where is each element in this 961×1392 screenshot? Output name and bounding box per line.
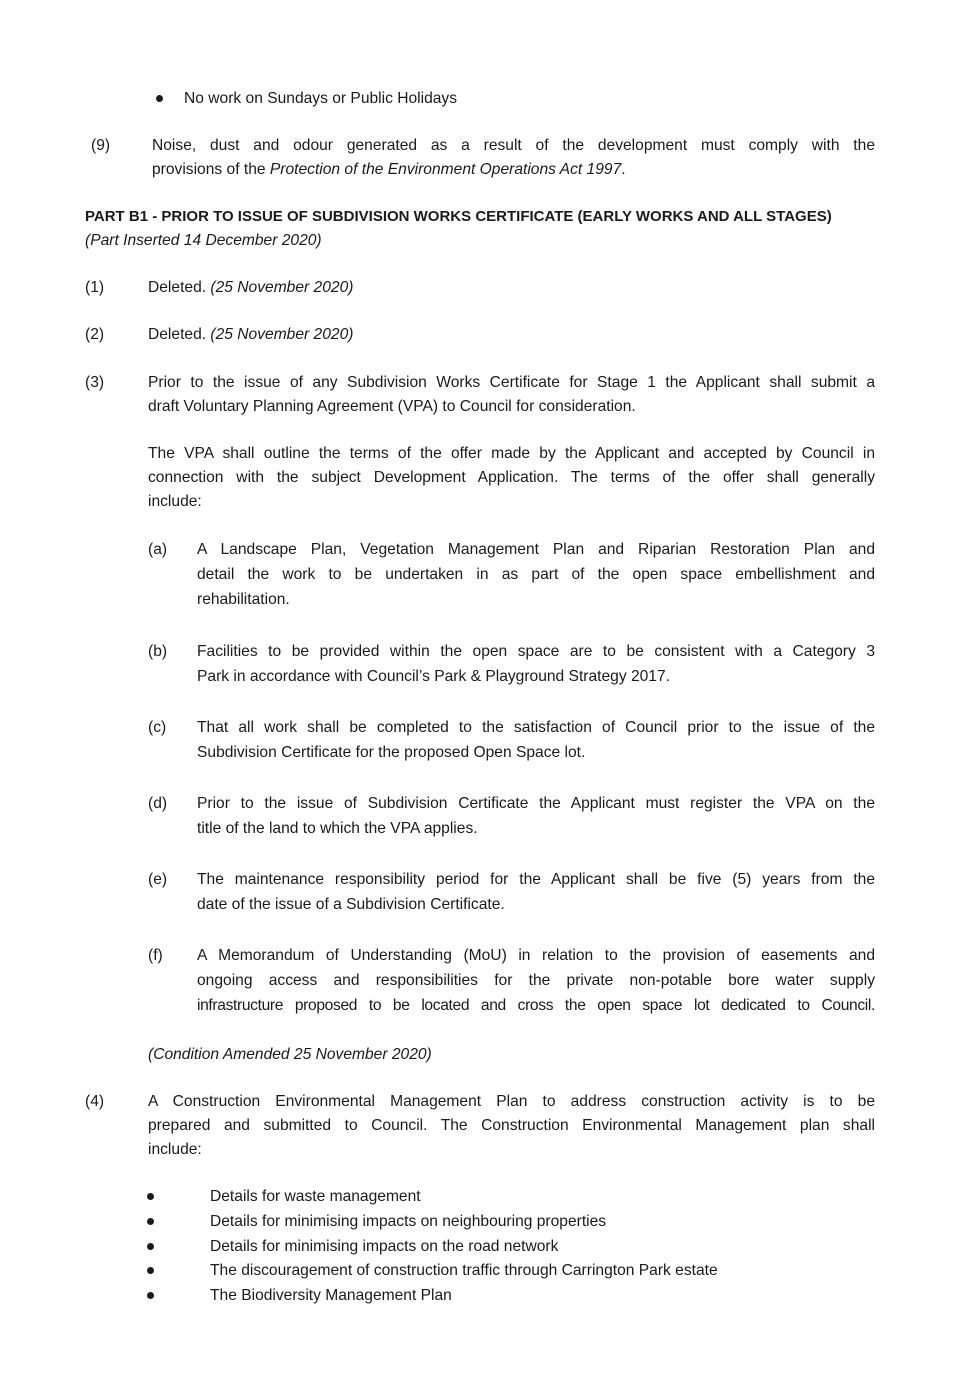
bullet-item: The Biodiversity Management Plan [210, 1287, 452, 1304]
item-f-label: (f) [148, 947, 163, 964]
condition-9-line2-pre: provisions of the [152, 161, 270, 178]
condition-9-line2-post: . [621, 161, 626, 178]
top-bullet-text: No work on Sundays or Public Holidays [184, 90, 458, 107]
item-c-line2: Subdivision Certificate for the proposed Open Space lot. [197, 744, 586, 761]
condition-2-deleted: Deleted. [148, 326, 211, 343]
item-a-line1: A Landscape Plan, Vegetation Management Plan and Riparian Restoration Plan and [197, 541, 875, 558]
condition-3-p2-line3: include: [148, 493, 202, 510]
item-a-line2: detail the work to be undertaken in as part of the open space embellishment and [197, 566, 875, 583]
condition-2-number: (2) [85, 326, 105, 343]
condition-2-note: (25 November 2020) [210, 326, 354, 343]
condition-4-line3: include: [148, 1141, 202, 1158]
bullet-dot [147, 1267, 154, 1274]
item-f-line1: A Memorandum of Understanding (MoU) in relation to the provision of easements and [197, 947, 875, 964]
item-b-line2: Park in accordance with Council’s Park & Playground Strategy 2017. [197, 668, 670, 685]
condition-4-line2: prepared and submitted to Council. The Construction Environmental Management plan shall [148, 1117, 875, 1134]
condition-4-number: (4) [85, 1093, 105, 1110]
condition-2-text [148, 323, 353, 347]
bullet-item: The discouragement of construction traffic through Carrington Park estate [210, 1262, 718, 1279]
condition-3-p1-line1: Prior to the issue of any Subdivision Works Certificate for Stage 1 the Applicant shall submit a [148, 374, 875, 391]
condition-3-p2-line2: connection with the subject Development Application. The terms of the offer shall generally [148, 469, 875, 486]
item-f-line2: ongoing access and responsibilities for the private non-potable bore water supply [197, 972, 875, 989]
condition-1-text [148, 276, 353, 300]
item-a-line3: rehabilitation. [197, 591, 290, 608]
condition-9-line1: Noise, dust and odour generated as a result of the development must comply with the [152, 137, 875, 154]
condition-1-note: (25 November 2020) [210, 279, 354, 296]
bullet-item: Details for waste management [210, 1188, 421, 1205]
bullet-item: Details for minimising impacts on the road network [210, 1238, 559, 1255]
item-e-line2: date of the issue of a Subdivision Certificate. [197, 896, 505, 913]
item-d-line2: title of the land to which the VPA applies. [197, 820, 478, 837]
condition-3-p1-line2: draft Voluntary Planning Agreement (VPA) to Council for consideration. [148, 398, 636, 415]
bullet-dot [147, 1193, 154, 1200]
part-subheading: (Part Inserted 14 December 2020) [85, 232, 322, 249]
item-e-line1: The maintenance responsibility period for the Applicant shall be five (5) years from the [197, 871, 875, 888]
bullet-dot [147, 1218, 154, 1225]
part-heading: PART B1 - PRIOR TO ISSUE OF SUBDIVISION WORKS CERTIFICATE (EARLY WORKS AND ALL STAGES) [85, 208, 832, 225]
bullet-dot [156, 95, 163, 102]
condition-1-deleted: Deleted. [148, 279, 211, 296]
condition-9-number: (9) [91, 137, 111, 154]
condition-3-number: (3) [85, 374, 105, 391]
act-name: Protection of the Environment Operations Act 1997 [269, 161, 622, 178]
condition-3-p2-line1: The VPA shall outline the terms of the offer made by the Applicant and accepted by Council in [148, 445, 875, 462]
bullet-item: Details for minimising impacts on neighbouring properties [210, 1213, 607, 1230]
item-b-line1: Facilities to be provided within the open space are to be consistent with a Category 3 [197, 643, 875, 660]
bullet-dot [147, 1292, 154, 1299]
item-d-label: (d) [148, 795, 168, 812]
item-b-label: (b) [148, 643, 168, 660]
bullet-dot [147, 1243, 154, 1250]
item-c-line1: That all work shall be completed to the satisfaction of Council prior to the issue of the [197, 719, 875, 736]
item-d-line1: Prior to the issue of Subdivision Certificate the Applicant must register the VPA on the [197, 795, 875, 812]
condition-1-number: (1) [85, 279, 105, 296]
condition-4-line1: A Construction Environmental Management Plan to address construction activity is to be [148, 1093, 875, 1110]
condition-amended-note: (Condition Amended 25 November 2020) [148, 1046, 432, 1063]
item-f-line3: infrastructure proposed to be located and cross the open space lot dedicated to Council. [197, 997, 875, 1014]
item-a-label: (a) [148, 541, 168, 558]
condition-9-line2 [152, 158, 626, 182]
item-c-label: (c) [148, 719, 167, 736]
item-e-label: (e) [148, 871, 168, 888]
